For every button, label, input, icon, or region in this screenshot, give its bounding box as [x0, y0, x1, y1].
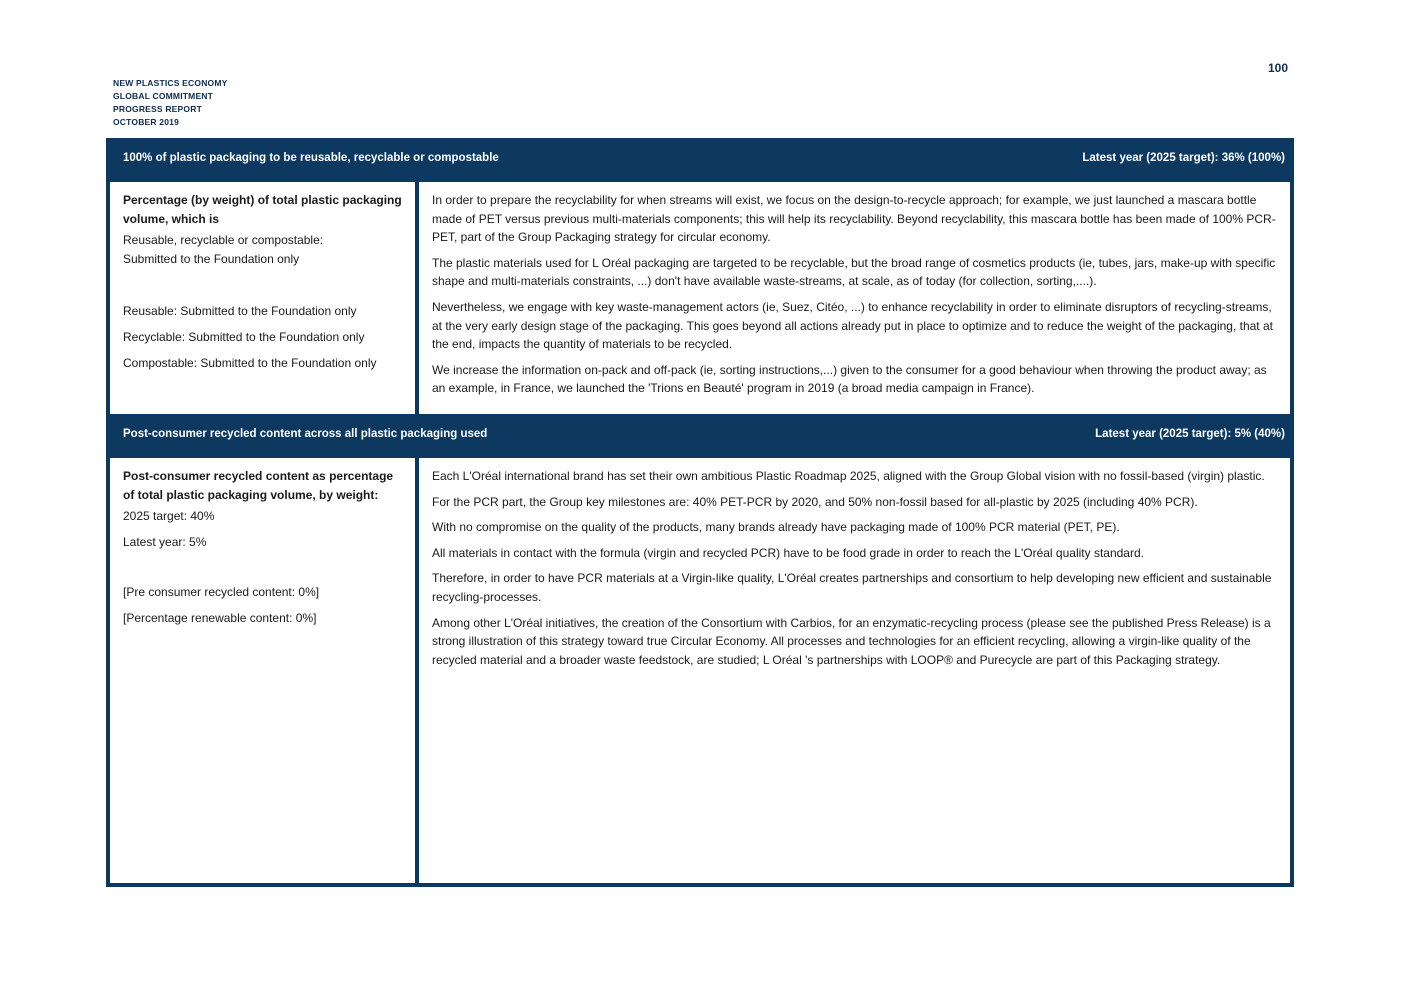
section-2-paragraph: Among other L'Oréal initiatives, the creation of the Consortium with Carbios, for an enzymatic-recycling process (please see the published Press Release) is a strong illustration of this strategy toward true Circular Economy. All processes and technologies for an efficient recycling, allowing a virgin-like quality of the recycled material and a broader waste feedstock, are studied; L Oréal 's partnerships with LOOP® and Purecycle are part of this Packaging strategy.	[432, 615, 1271, 667]
section-1-metric-heading: Percentage (by weight) of total plastic packaging volume, which is	[123, 193, 402, 226]
section-1-metrics-cell	[110, 182, 415, 414]
metric-2025-target: 2025 target: 40%	[123, 509, 215, 524]
section-2-latest-year: Latest year (2025 target): 5% (40%)	[1095, 428, 1285, 440]
metric-recyclable: Recyclable: Submitted to the Foundation only	[123, 329, 365, 344]
metric-pre-consumer: [Pre consumer recycled content: 0%]	[123, 585, 320, 600]
section-2-paragraph: All materials in contact with the formula (virgin and recycled PCR) have to be food grade in order to reach the L'Oréal quality standard.	[432, 545, 1144, 560]
section-2-text-cell	[419, 458, 1290, 883]
section-2-paragraph: With no compromise on the quality of the products, many brands already have packaging made of 100% PCR material (PET, PE).	[432, 520, 1120, 535]
section-2-paragraph: Each L'Oréal international brand has set their own ambitious Plastic Roadmap 2025, aligned with the Group Global vision with no fossil-based (virgin) plastic.	[432, 469, 1265, 483]
report-header-line: OCTOBER 2019	[113, 117, 180, 127]
metric-submitted-note: Submitted to the Foundation only	[123, 251, 300, 266]
report-header-line: PROGRESS REPORT	[113, 104, 202, 114]
section-1-text-cell	[419, 182, 1290, 414]
report-header-line: GLOBAL COMMITMENT	[113, 91, 214, 101]
page-number: 100	[1267, 61, 1288, 75]
section-1-paragraph: We increase the information on-pack and off-pack (ie, sorting instructions,...) given to the consumer for a good behaviour when throwing the product away; as an example, in France, we launched the 'Trions en Beauté' program in 2019 (a broad media campaign in France).	[432, 362, 1267, 396]
commitments-table	[106, 138, 1294, 887]
section-1-paragraph: The plastic materials used for L Oréal packaging are targeted to be recyclable, but the broad range of cosmetics products (ie, tubes, jars, make-up with specific shape and multi-materials constraints, ...) don't have available waste-streams, at scale, as of today (for collection, sorting,....).	[432, 255, 1276, 289]
section-1-paragraph: In order to prepare the recyclability for when streams will exist, we focus on the design-to-recycle approach; for example, we just launched a mascara bottle made of PET versus previous multi-materials components; this will help its recyclability. Beyond recyclability, this mascara bottle has been made of 100% PCR-PET, part of the Group Packaging strategy for circular economy.	[432, 193, 1276, 245]
section-2-metrics-cell	[110, 458, 415, 883]
section-2-header-bar	[106, 414, 1294, 454]
metric-reusable: Reusable: Submitted to the Foundation only	[123, 304, 357, 319]
report-header-line: NEW PLASTICS ECONOMY	[113, 78, 228, 88]
section-1-paragraph: Nevertheless, we engage with key waste-management actors (ie, Suez, Citéo, ...) to enhance recyclability in order to eliminate disruptors of recycling-streams, at the very early design stage of the packaging. This goes beyond all actions already put in place to optimize and to reduce the weight of the packaging, that at the end, impacts the quantity of materials to be recycled.	[432, 299, 1273, 352]
section-2-title: Post-consumer recycled content across all plastic packaging used	[123, 428, 488, 440]
metric-latest-year: Latest year: 5%	[123, 534, 207, 549]
metric-renewable: [Percentage renewable content: 0%]	[123, 610, 317, 625]
section-2-paragraph: For the PCR part, the Group key milestones are: 40% PET-PCR by 2020, and 50% non-fossil based for all-plastic by 2025 (including 40% PCR).	[432, 494, 1198, 509]
section-2-paragraph: Therefore, in order to have PCR materials at a Virgin-like quality, L'Oréal creates partnerships and consortium to help developing new efficient and sustainable recycling-processes.	[432, 571, 1272, 604]
section-1-title: 100% of plastic packaging to be reusable, recyclable or compostable	[123, 152, 499, 164]
section-1-latest-year: Latest year (2025 target): 36% (100%)	[1082, 152, 1285, 164]
metric-reusable-recyclable-compostable: Reusable, recyclable or compostable:	[123, 233, 324, 248]
section-2-metric-heading: Post-consumer recycled content as percentage of total plastic packaging volume, by weight:	[123, 469, 394, 502]
section-1-header-bar	[106, 138, 1294, 178]
report-header	[113, 77, 228, 129]
metric-compostable: Compostable: Submitted to the Foundation only	[123, 355, 377, 370]
